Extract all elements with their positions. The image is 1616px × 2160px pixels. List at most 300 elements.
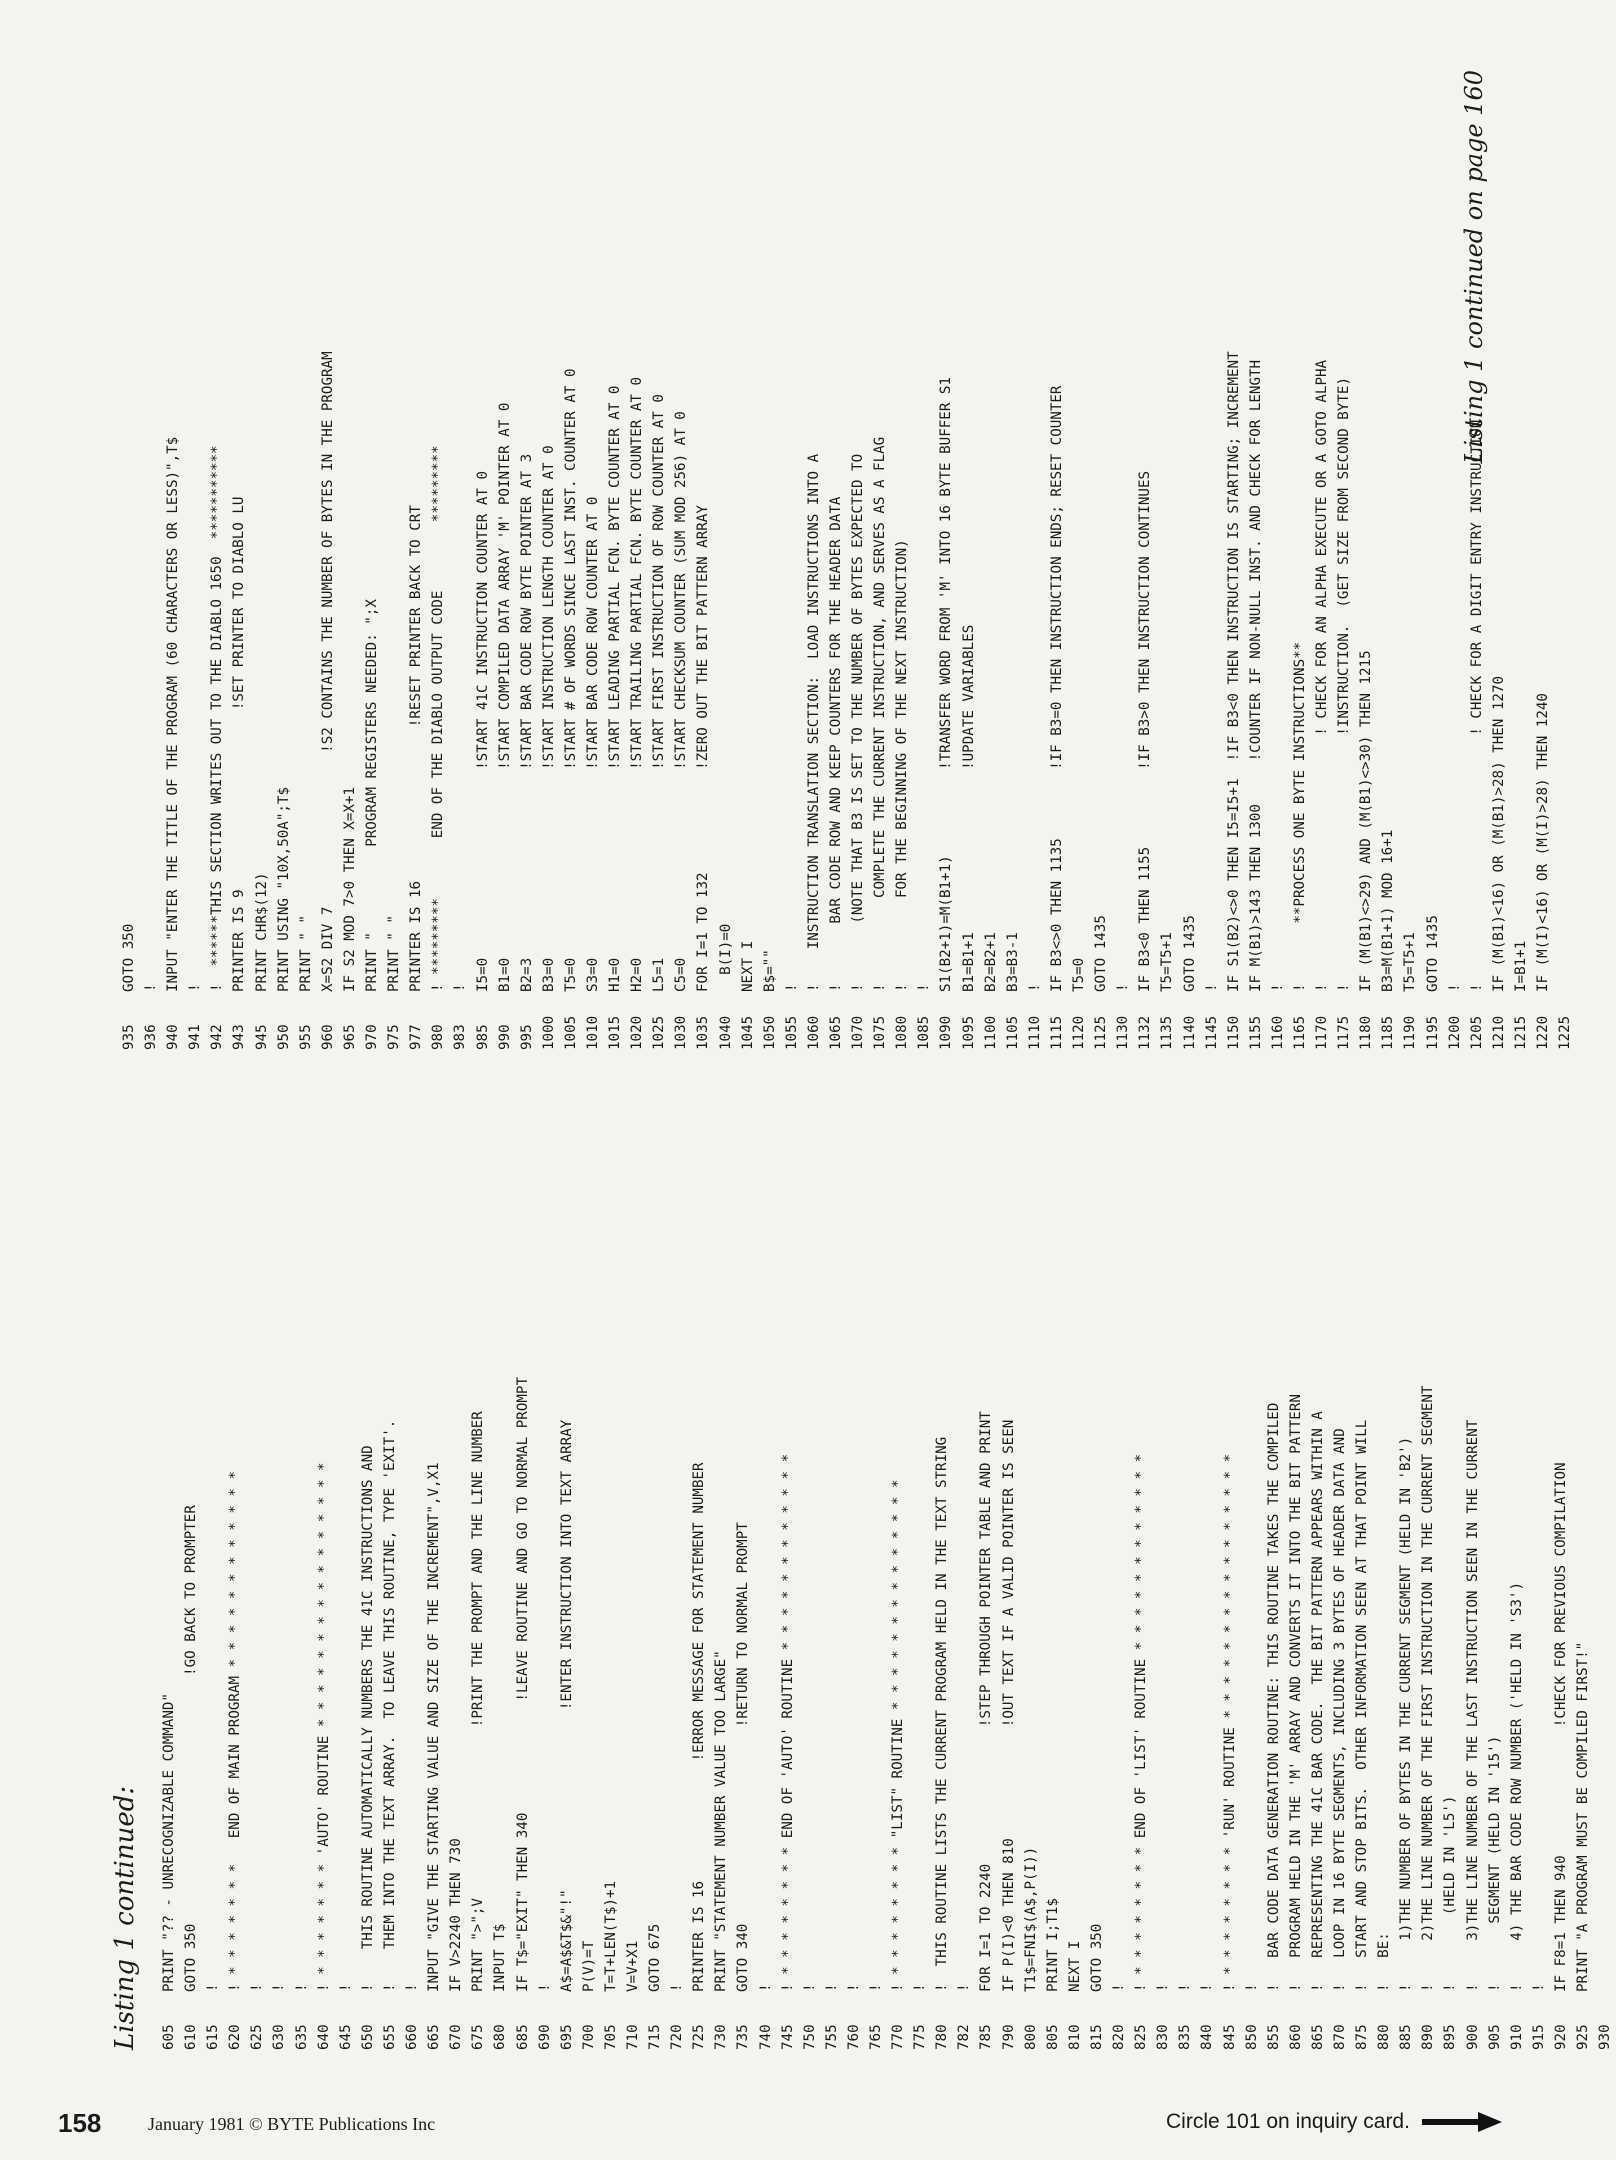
- line-code: B1=0 !START COMPILED DATA ARRAY 'M' POINTER AT 0: [496, 402, 513, 992]
- line-number: 1055: [783, 1015, 800, 1050]
- line-code: !: [1269, 983, 1286, 992]
- code-line: [1594, 1060, 1616, 2050]
- code-line: [383, 50, 405, 1050]
- code-line: [913, 50, 935, 1050]
- line-code: L5=1 !START FIRST INSTRUCTION OF ROW COUNTER AT 0: [651, 394, 668, 992]
- code-line: [688, 1060, 710, 2050]
- line-number: 700: [580, 2024, 597, 2050]
- code-line: [1174, 1060, 1196, 2050]
- line-number: 1165: [1291, 1015, 1308, 1050]
- line-number: 1015: [607, 1015, 624, 1050]
- line-code: NEXT I: [1066, 1940, 1083, 1992]
- code-line: [1002, 50, 1024, 1050]
- line-number: 850: [1243, 2024, 1260, 2050]
- code-line: [1219, 1060, 1241, 2050]
- line-number: 755: [823, 2024, 840, 2050]
- line-number: 650: [359, 2024, 376, 2050]
- code-line: [781, 50, 803, 1050]
- code-line: [626, 50, 648, 1050]
- line-code: ! BAR CODE DATA GENERATION ROUTINE: THIS ROUTINE TAKES THE COMPILED: [1265, 1402, 1282, 1992]
- line-code: ! * * * * * * * * END OF 'LIST' ROUTINE * * * * * * * * * * * *: [1133, 1453, 1150, 1992]
- code-line: [273, 50, 295, 1050]
- line-number: 1155: [1247, 1015, 1264, 1050]
- line-code: GOTO 350: [1088, 1923, 1105, 1992]
- listing-column-left: [70, 1060, 1614, 2050]
- code-line: [1042, 1060, 1064, 2050]
- line-number: 855: [1265, 2024, 1282, 2050]
- line-code: B3=0 !START INSTRUCTION LENGTH COUNTER AT 0: [540, 445, 557, 992]
- code-line: [755, 1060, 777, 2050]
- code-line: [821, 1060, 843, 2050]
- line-code: IF M(B1)>143 THEN 1300 !COUNTER IF NON-NULL INST. AND CHECK FOR LENGTH: [1247, 359, 1264, 992]
- code-line: [357, 1060, 379, 2050]
- code-line: [118, 50, 140, 1050]
- code-line: [582, 50, 604, 1050]
- line-number: 943: [231, 1024, 248, 1050]
- line-number: 870: [1331, 2024, 1348, 2050]
- line-code: ! ! CHECK FOR AN ALPHA EXECUTE OR A GOTO ALPHA: [1314, 359, 1331, 992]
- line-number: 1130: [1115, 1015, 1132, 1050]
- code-line: [935, 50, 957, 1050]
- line-number: 1185: [1380, 1015, 1397, 1050]
- code-line: [1086, 1060, 1108, 2050]
- line-number: 890: [1420, 2024, 1437, 2050]
- line-code: GOTO 1435: [1424, 915, 1441, 992]
- line-code: PRINT " PROGRAM REGISTERS NEEDED: ";X: [364, 599, 381, 992]
- code-line: [975, 1060, 997, 2050]
- line-code: PRINTER IS 16 !ERROR MESSAGE FOR STATEMENT NUMBER: [691, 1462, 708, 1992]
- line-number: 655: [381, 2024, 398, 2050]
- line-code: !: [1446, 983, 1463, 992]
- code-line: [1395, 1060, 1417, 2050]
- code-line: [361, 50, 383, 1050]
- code-line: [405, 50, 427, 1050]
- line-code: !: [452, 983, 469, 992]
- line-number: 900: [1464, 2024, 1481, 2050]
- code-line: [732, 1060, 754, 2050]
- line-number: 750: [801, 2024, 818, 2050]
- line-number: 840: [1199, 2024, 1216, 2050]
- line-number: 660: [404, 2024, 421, 2050]
- line-number: 1120: [1071, 1015, 1088, 1050]
- line-number: 1070: [850, 1015, 867, 1050]
- code-line: [843, 1060, 865, 2050]
- line-code: I5=0 !START 41C INSTRUCTION COUNTER AT 0: [474, 470, 491, 992]
- code-line: [202, 1060, 224, 2050]
- arrow-right-icon: [1422, 2112, 1502, 2132]
- line-code: ! COMPLETE THE CURRENT INSTRUCTION, AND SERVES AS A FLAG: [872, 436, 889, 992]
- line-number: 1005: [562, 1015, 579, 1050]
- page-number: 158: [58, 2108, 102, 2138]
- code-line: [1064, 1060, 1086, 2050]
- code-line: [1263, 1060, 1285, 2050]
- line-number: 940: [165, 1024, 182, 1050]
- line-code: ! ********* END OF THE DIABLO OUTPUT CODE *********: [430, 445, 447, 992]
- line-code: !: [1530, 1983, 1547, 1992]
- line-code: ! SEGMENT (HELD IN '15'): [1486, 1735, 1503, 1992]
- line-code: B2=3 !START BAR CODE ROW BYTE POINTER AT 3: [518, 453, 535, 992]
- line-number: 1225: [1557, 1015, 1574, 1050]
- line-code: PRINT " ": [297, 915, 314, 992]
- line-code: ! ******THIS SECTION WRITES OUT TO THE DIABLO 1650 ***********: [209, 445, 226, 992]
- line-code: I=B1+1: [1512, 940, 1529, 992]
- line-code: !: [757, 1983, 774, 1992]
- line-code: FOR I=1 TO 2240 !STEP THROUGH POINTER TABLE AND PRINT: [978, 1411, 995, 1992]
- line-code: INPUT T$: [492, 1923, 509, 1992]
- line-number: 765: [868, 2024, 884, 2050]
- line-code: T5=0 !START # OF WORDS SINCE LAST INST. COUNTER AT 0: [562, 368, 579, 992]
- continued-note: Listing 1 continued on page 160: [1460, 70, 1488, 464]
- code-line: [1285, 1060, 1307, 2050]
- line-number: 790: [1000, 2024, 1017, 2050]
- line-code: C5=0 !START CHECKSUM COUNTER (SUM MOD 256) AT 0: [673, 411, 690, 992]
- line-number: 860: [1287, 2024, 1304, 2050]
- code-line: [1201, 50, 1223, 1050]
- line-code: B2=B2+1: [982, 932, 999, 992]
- line-code: T5=T5+1: [1159, 932, 1176, 992]
- code-line: [931, 1060, 953, 2050]
- line-number: 1170: [1314, 1015, 1331, 1050]
- code-line: [759, 50, 781, 1050]
- line-code: PRINT "STATEMENT NUMBER VALUE TOO LARGE": [713, 1650, 730, 1992]
- code-line: [1020, 1060, 1042, 2050]
- code-line: [401, 1060, 423, 2050]
- line-code: T1$=FNI$(A$,P(I)): [1022, 1846, 1039, 1992]
- line-code: ! * * * * * * * * END OF 'AUTO' ROUTINE * * * * * * * * * * * *: [779, 1453, 796, 1992]
- line-number: 880: [1376, 2024, 1393, 2050]
- line-number: 875: [1354, 2024, 1371, 2050]
- line-number: 977: [408, 1024, 425, 1050]
- code-line: [600, 1060, 622, 2050]
- inquiry-note: Circle 101 on inquiry card.: [1166, 2110, 1410, 2133]
- line-number: 1145: [1203, 1015, 1220, 1050]
- line-code: ! 1)THE NUMBER OF BYTES IN THE CURRENT SEGMENT (HELD IN 'B2'): [1398, 1436, 1415, 1992]
- publication-line: January 1981 © BYTE Publications Inc: [148, 2114, 436, 2134]
- line-code: !: [1155, 1983, 1172, 1992]
- line-number: 1020: [629, 1015, 646, 1050]
- code-line: [1024, 50, 1046, 1050]
- line-number: 945: [253, 1024, 270, 1050]
- line-code: ! 2)THE LINE NUMBER OF THE FIRST INSTRUCTION IN THE CURRENT SEGMENT: [1420, 1385, 1437, 1992]
- code-line: [1554, 50, 1576, 1050]
- line-code: [1554, 50, 1576, 992]
- line-number: 1150: [1225, 1015, 1242, 1050]
- line-number: 941: [187, 1024, 204, 1050]
- line-number: 785: [978, 2024, 995, 2050]
- line-code: IF S1(B2)<>0 THEN I5=I5+1 !IF B3<0 THEN INSTRUCTION IS STARTING; INCREMENT: [1225, 351, 1242, 992]
- line-code: P(V)=T: [580, 1940, 597, 1992]
- line-code: PRINT I;T1$: [1044, 1898, 1061, 1992]
- line-code: IF F8=1 THEN 940 !CHECK FOR PREVIOUS COMPILATION: [1552, 1462, 1569, 1992]
- code-line: [228, 50, 250, 1050]
- line-code: IF B3<0 THEN 1155 !IF B3>0 THEN INSTRUCTION CONTINUES: [1137, 470, 1154, 992]
- line-code: !: [956, 1983, 973, 1992]
- line-code: GOTO 350 !GO BACK TO PROMPTER: [183, 1505, 200, 1992]
- line-code: !: [337, 1983, 354, 1992]
- code-line: [777, 1060, 799, 2050]
- line-code: PRINT USING "10X,50A";T$: [275, 787, 292, 992]
- code-line: [206, 50, 228, 1050]
- code-line: [1112, 50, 1134, 1050]
- line-number: 830: [1155, 2024, 1172, 2050]
- line-number: 925: [1575, 2024, 1591, 2050]
- line-code: GOTO 675: [647, 1923, 664, 1992]
- line-number: 1205: [1468, 1015, 1485, 1050]
- line-code: !: [1199, 1983, 1216, 1992]
- line-number: 782: [956, 2024, 973, 2050]
- code-line: [560, 50, 582, 1050]
- line-number: 885: [1398, 2024, 1415, 2050]
- line-number: 705: [602, 2024, 619, 2050]
- line-code: ! (NOTE THAT B3 IS SET TO THE NUMBER OF BYTES EXPECTED TO: [850, 453, 867, 992]
- line-code: H1=0 !START LEADING PARTIAL FCN. BYTE COUNTER AT 0: [607, 385, 624, 992]
- line-code: !: [271, 1983, 288, 1992]
- line-number: 1115: [1048, 1015, 1065, 1050]
- code-line: [847, 50, 869, 1050]
- line-code: V=V+X1: [624, 1940, 641, 1992]
- line-number: 1095: [960, 1015, 977, 1050]
- line-number: 645: [337, 2024, 354, 2050]
- code-line: [1046, 50, 1068, 1050]
- code-line: [1528, 1060, 1550, 2050]
- line-code: GOTO 1435: [1181, 915, 1198, 992]
- line-code: !: [912, 1983, 929, 1992]
- code-line: [295, 50, 317, 1050]
- code-line: [1462, 1060, 1484, 2050]
- code-line: [799, 1060, 821, 2050]
- line-number: 983: [452, 1024, 469, 1050]
- line-number: 975: [386, 1024, 403, 1050]
- code-line: [180, 1060, 202, 2050]
- line-code: PRINT ">";V !PRINT THE PROMPT AND THE LINE NUMBER: [470, 1411, 487, 1992]
- code-line: [184, 50, 206, 1050]
- line-number: 1035: [695, 1015, 712, 1050]
- code-line: [467, 1060, 489, 2050]
- code-line: [158, 1060, 180, 2050]
- line-number: 942: [209, 1024, 226, 1050]
- line-number: 1065: [828, 1015, 844, 1050]
- line-number: 930: [1597, 2024, 1614, 2050]
- line-code: !: [823, 1983, 840, 1992]
- code-line: [715, 50, 737, 1050]
- line-number: 690: [536, 2024, 553, 2050]
- line-code: IF P(I)<0 THEN 810 !OUT TEXT IF A VALID POINTER IS SEEN: [1000, 1419, 1017, 1992]
- line-code: ! REPRESENTING THE 41C BAR CODE. THE BIT PATTERN APPEARS WITHIN A: [1309, 1411, 1326, 1992]
- code-line: [1333, 50, 1355, 1050]
- line-code: ! START AND STOP BITS. OTHER INFORMATION SEEN AT THAT POINT WILL: [1354, 1419, 1371, 1992]
- code-line: [1267, 50, 1289, 1050]
- line-number: 800: [1022, 2024, 1039, 2050]
- line-number: 835: [1177, 2024, 1194, 2050]
- line-code: ! **PROCESS ONE BYTE INSTRUCTIONS**: [1291, 641, 1308, 992]
- line-number: 935: [121, 1024, 137, 1050]
- code-line: [644, 1060, 666, 2050]
- line-number: 1135: [1159, 1015, 1176, 1050]
- code-line: [1439, 1060, 1461, 2050]
- code-line: [1488, 50, 1510, 1050]
- code-line: [423, 1060, 445, 2050]
- code-line: [1377, 50, 1399, 1050]
- line-code: ! 4) THE BAR CODE ROW NUMBER ('HELD IN 'S3'): [1508, 1582, 1525, 1992]
- line-code: IF (M(B1)<>29) AND (M(B1)<>30) THEN 1215: [1358, 650, 1375, 992]
- line-number: 735: [735, 2024, 752, 2050]
- line-code: S1(B2+1)=M(B1+1) !TRANSFER WORD FROM 'M' INTO 16 BYTE BUFFER S1: [938, 377, 955, 992]
- line-number: 635: [293, 2024, 310, 2050]
- line-number: 1105: [1004, 1015, 1021, 1050]
- code-line: [825, 50, 847, 1050]
- code-line: [1090, 50, 1112, 1050]
- line-number: 1010: [584, 1015, 601, 1050]
- line-number: 985: [474, 1024, 491, 1050]
- line-code: ! * * * * * * * * "LIST" ROUTINE * * * * * * * * * * * * * *: [890, 1479, 907, 1992]
- code-line: [998, 1060, 1020, 2050]
- line-code: IF (M(B1)<16) OR (M(B1)>28) THEN 1270: [1490, 675, 1507, 992]
- line-code: !: [536, 1983, 553, 1992]
- line-code: B$="": [761, 949, 778, 992]
- code-line: [670, 50, 692, 1050]
- code-line: [335, 1060, 357, 2050]
- code-line: [1351, 1060, 1373, 2050]
- line-number: 805: [1044, 2024, 1061, 2050]
- line-code: ! * * * * * * * 'AUTO' ROUTINE * * * * * * * * * * * * * * * *: [315, 1462, 332, 1992]
- code-line: [1355, 50, 1377, 1050]
- code-line: [1329, 1060, 1351, 2050]
- code-line: [489, 1060, 511, 2050]
- code-line: [472, 50, 494, 1050]
- line-code: ! ! CHECK FOR A DIGIT ENTRY INSTRUCTION: [1468, 419, 1485, 992]
- code-line: [1550, 1060, 1572, 2050]
- line-code: A$=A$&T$&"!" !ENTER INSTRUCTION INTO TEXT ARRAY: [558, 1419, 575, 1992]
- line-code: !: [868, 1983, 884, 1992]
- line-code: PRINTER IS 16 !RESET PRINTER BACK TO CRT: [408, 505, 425, 992]
- line-number: 725: [691, 2024, 708, 2050]
- code-line: [1068, 50, 1090, 1050]
- line-code: GOTO 350: [121, 923, 137, 992]
- line-code: [1594, 1060, 1616, 1992]
- line-number: 960: [319, 1024, 336, 1050]
- line-number: 1140: [1181, 1015, 1198, 1050]
- code-line: [958, 50, 980, 1050]
- code-line: [953, 1060, 975, 2050]
- code-line: [317, 50, 339, 1050]
- code-line: [1399, 50, 1421, 1050]
- code-line: [1532, 50, 1554, 1050]
- line-number: 965: [341, 1024, 358, 1050]
- code-line: [313, 1060, 335, 2050]
- line-number: 1025: [651, 1015, 668, 1050]
- line-code: PRINTER IS 9 !SET PRINTER TO DIABLO LU: [231, 496, 248, 992]
- code-line: [224, 1060, 246, 2050]
- code-line: [1311, 50, 1333, 1050]
- line-code: !: [916, 983, 933, 992]
- line-code: ! LOOP IN 16 BYTE SEGMENTS, INCLUDING 3 BYTES OF HEADER DATA AND: [1331, 1428, 1348, 1992]
- line-number: 740: [757, 2024, 774, 2050]
- line-code: B3=M(B1+1) MOD 16+1: [1380, 829, 1397, 992]
- line-code: PRINT "?? - UNRECOGNIZABLE COMMAND": [161, 1693, 177, 1992]
- line-code: !: [1111, 1983, 1128, 1992]
- code-line: [449, 50, 471, 1050]
- line-number: 680: [492, 2024, 509, 2050]
- line-code: !: [143, 983, 160, 992]
- line-code: !: [404, 1983, 421, 1992]
- line-code: ! INSTRUCTION TRANSLATION SECTION: LOAD INSTRUCTIONS INTO A: [805, 453, 822, 992]
- listing-heading: Listing 1 continued:: [110, 1785, 140, 2050]
- line-number: 895: [1442, 2024, 1459, 2050]
- code-line: [869, 50, 891, 1050]
- line-number: 720: [669, 2024, 686, 2050]
- line-code: GOTO 1435: [1093, 915, 1110, 992]
- code-line: [268, 1060, 290, 2050]
- code-line: [622, 1060, 644, 2050]
- line-number: 845: [1221, 2024, 1238, 2050]
- line-number: 820: [1111, 2024, 1128, 2050]
- line-code: PRINT "A PROGRAM MUST BE COMPILED FIRST!": [1575, 1641, 1591, 1992]
- code-line: [1179, 50, 1201, 1050]
- code-line: [1484, 1060, 1506, 2050]
- line-number: 920: [1552, 2024, 1569, 2050]
- code-line: [1572, 1060, 1594, 2050]
- line-code: S3=0 !START BAR CODE ROW COUNTER AT 0: [584, 496, 601, 992]
- line-code: ! BAR CODE ROW AND KEEP COUNTERS FOR THE HEADER DATA: [828, 496, 844, 992]
- line-number: 670: [448, 2024, 465, 2050]
- line-number: 640: [315, 2024, 332, 2050]
- line-code: GOTO 340 !RETURN TO NORMAL PROMPT: [735, 1522, 752, 1992]
- line-number: 730: [713, 2024, 730, 2050]
- line-code: T5=T5+1: [1402, 932, 1419, 992]
- line-number: 1195: [1424, 1015, 1441, 1050]
- line-number: 615: [205, 2024, 222, 2050]
- code-line: [980, 50, 1002, 1050]
- line-number: 1190: [1402, 1015, 1419, 1050]
- line-number: 1180: [1358, 1015, 1375, 1050]
- line-code: ! * * * * * * * END OF MAIN PROGRAM * * * * * * * * * * * *: [227, 1470, 244, 1992]
- line-code: !: [1203, 983, 1220, 992]
- line-number: 1125: [1093, 1015, 1110, 1050]
- code-line: [1506, 1060, 1528, 2050]
- line-code: ! THIS ROUTINE AUTOMATICALLY NUMBERS THE 41C INSTRUCTIONS AND: [359, 1445, 376, 1992]
- code-line: [887, 1060, 909, 2050]
- line-number: 1132: [1137, 1015, 1154, 1050]
- line-code: !: [1243, 1983, 1260, 1992]
- line-code: ! 3)THE LINE NUMBER OF THE LAST INSTRUCTION SEEN IN THE CURRENT: [1464, 1419, 1481, 1992]
- line-code: IF B3<>0 THEN 1135 !IF B3=0 THEN INSTRUCTION ENDS; RESET COUNTER: [1048, 385, 1065, 992]
- line-number: 610: [183, 2024, 200, 2050]
- line-number: 1100: [982, 1015, 999, 1050]
- line-number: 715: [647, 2024, 664, 2050]
- code-line: [534, 1060, 556, 2050]
- line-number: 665: [426, 2024, 443, 2050]
- line-code: !: [1026, 983, 1043, 992]
- line-number: 950: [275, 1024, 292, 1050]
- line-code: !: [293, 1983, 310, 1992]
- line-number: 630: [271, 2024, 288, 2050]
- line-number: 1090: [938, 1015, 955, 1050]
- line-number: 936: [143, 1024, 160, 1050]
- line-number: 1210: [1490, 1015, 1507, 1050]
- code-line: [246, 1060, 268, 2050]
- code-line: [1241, 1060, 1263, 2050]
- code-line: [692, 50, 714, 1050]
- line-code: PRINT CHR$(12): [253, 872, 270, 992]
- code-line: [162, 50, 184, 1050]
- code-line: [666, 1060, 688, 2050]
- line-number: 1000: [540, 1015, 557, 1050]
- line-number: 825: [1133, 2024, 1150, 2050]
- line-number: 1160: [1269, 1015, 1286, 1050]
- line-number: 775: [912, 2024, 929, 2050]
- code-line: [710, 1060, 732, 2050]
- code-line: [1152, 1060, 1174, 2050]
